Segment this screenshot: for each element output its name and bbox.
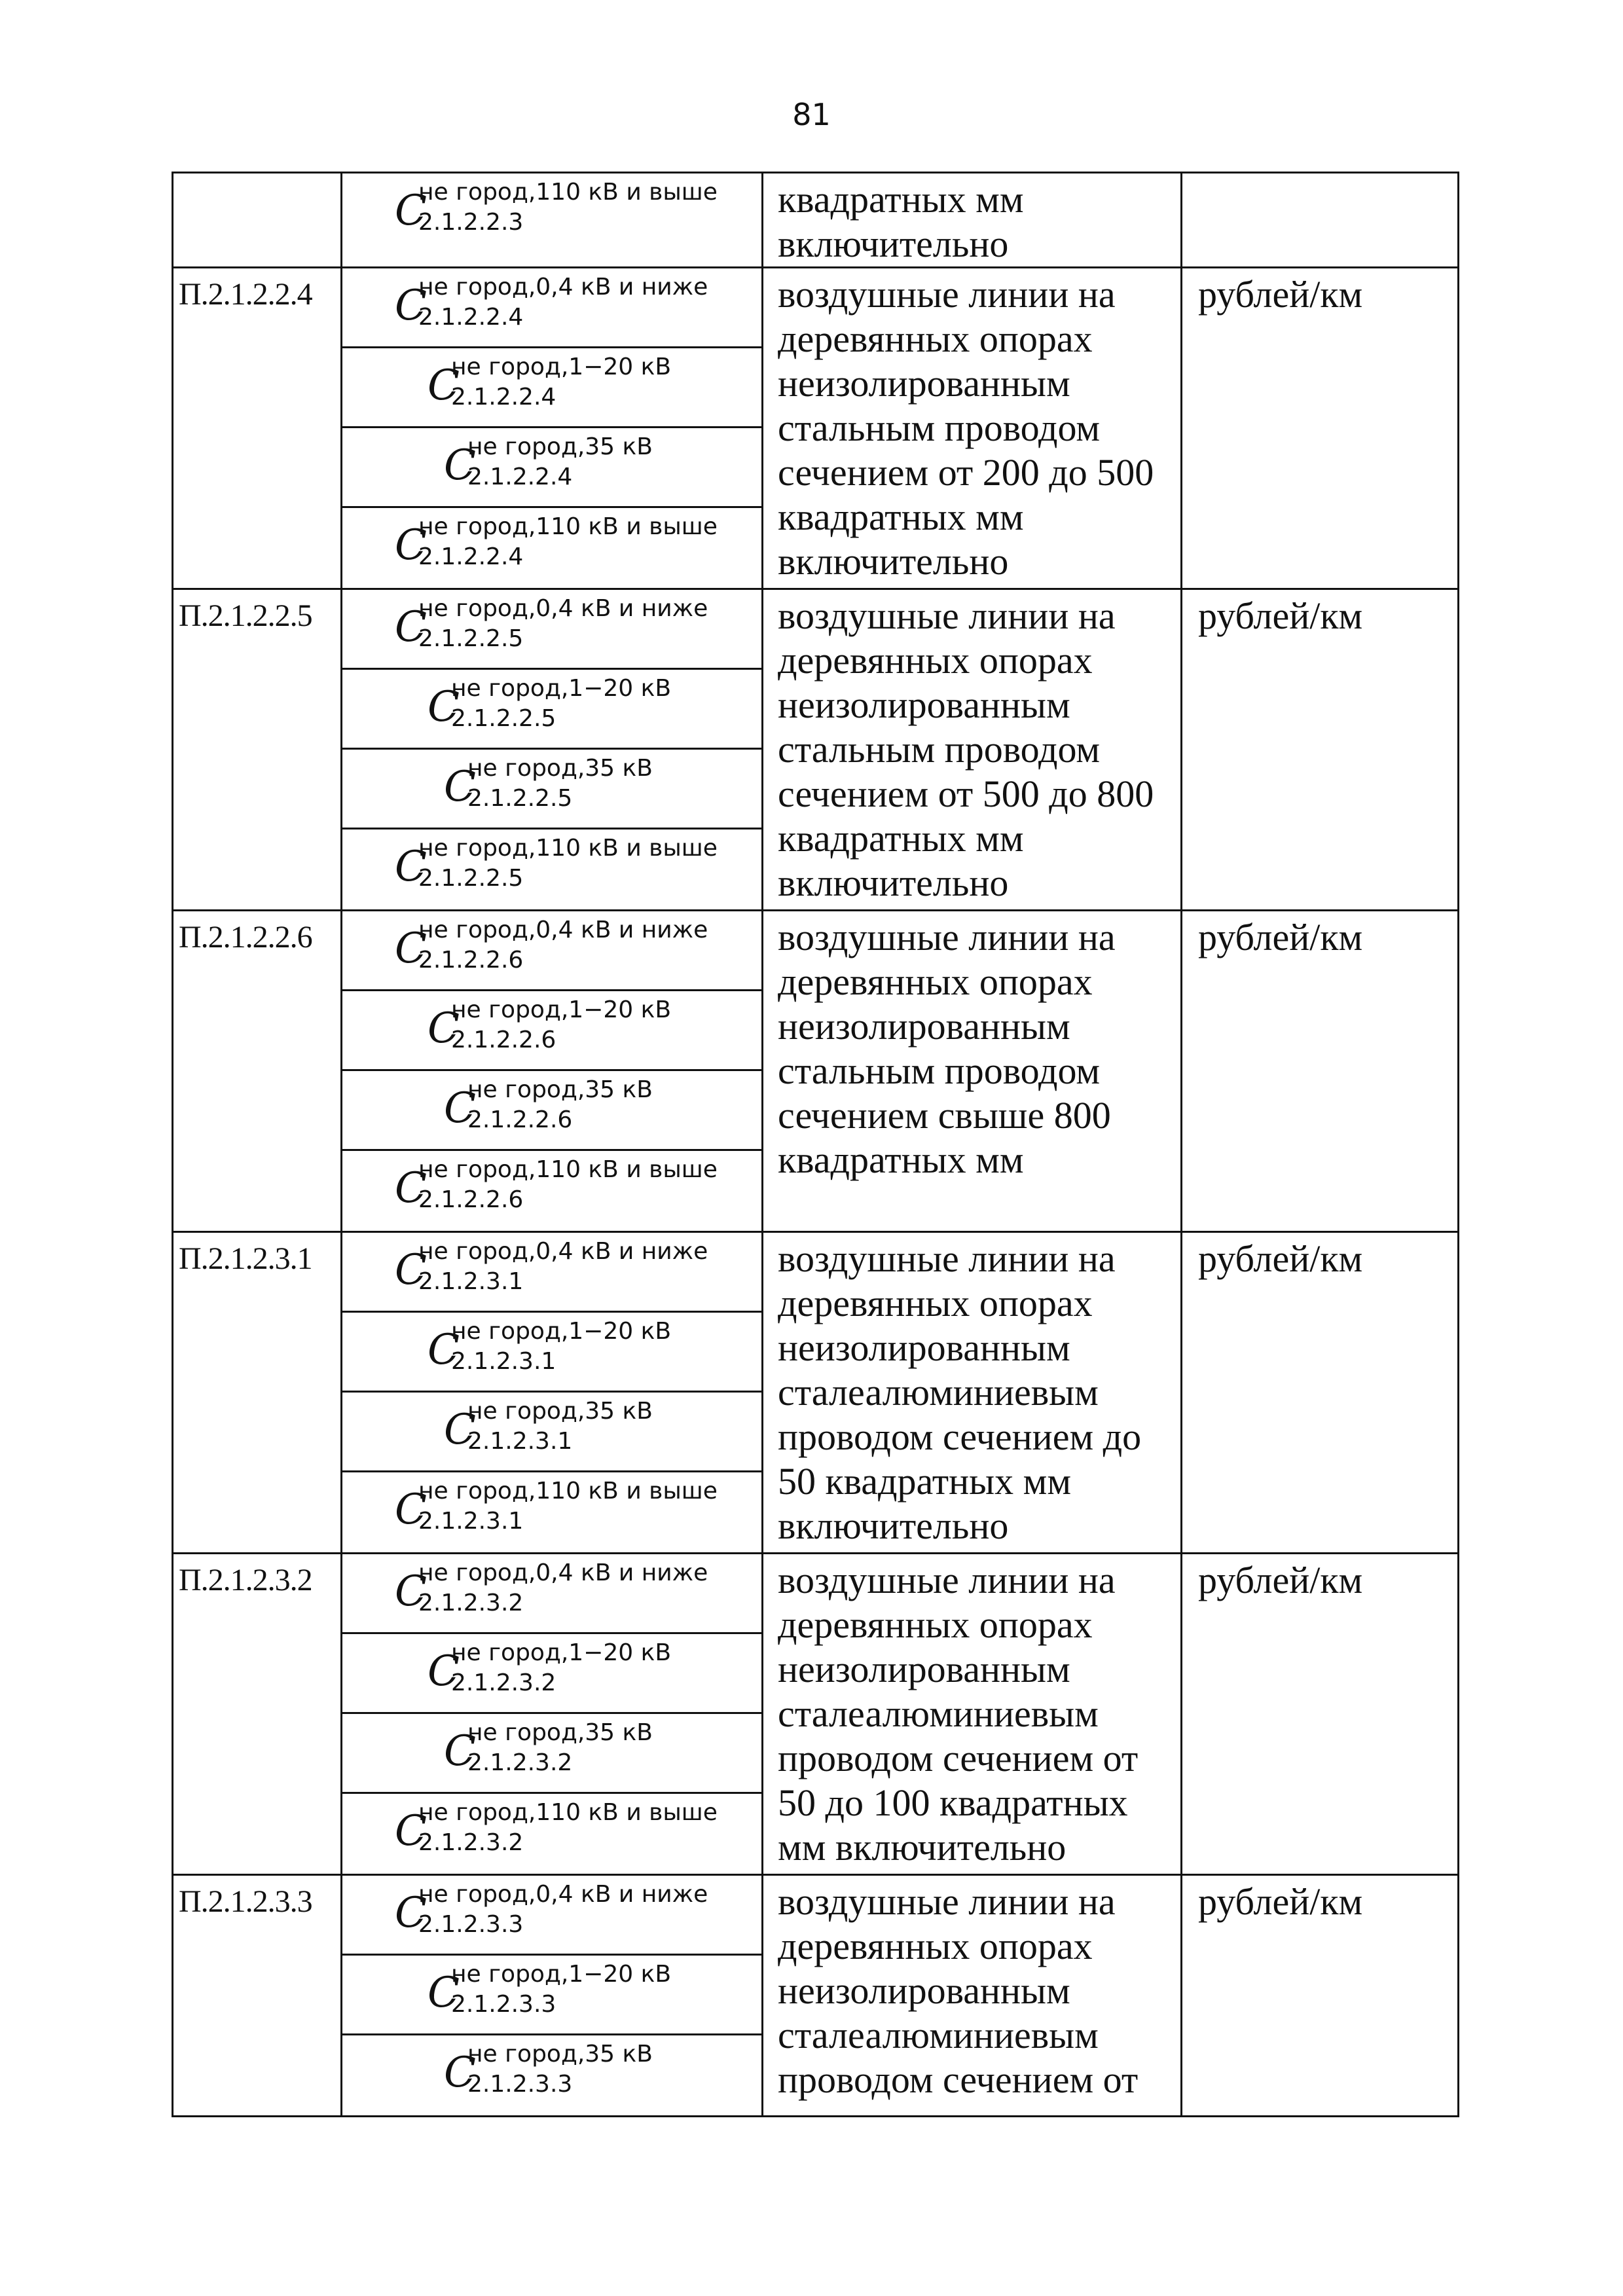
rate-letter: C [428,1647,460,1696]
rate-symbol [342,1634,761,1714]
rate-subscript: 2.1.2.3.3 [451,1991,556,2018]
rate-letter: C [395,1889,427,1937]
description-text [763,268,1180,584]
item-code: П.2.1.2.3.1 [179,1241,312,1276]
description-line: включительно [778,1504,1009,1547]
code-cell [173,1875,342,2117]
description-line: включительно [778,862,1009,904]
symbol-stack [342,1554,761,1874]
description-line: неизолированным [778,1005,1070,1048]
description-cell [763,911,1182,1232]
rate-symbol [342,1393,761,1472]
rate-subscript: 2.1.2.2.3 [418,209,524,236]
description-line: квадратных мм [778,178,1024,221]
rate-letter: C [395,924,427,973]
rate-letter: C [395,843,427,891]
rate-letter: C [428,683,460,731]
symbol-cell [342,173,763,268]
unit-text [1182,173,1457,177]
description-line: воздушные линии на [778,273,1116,316]
symbol-stack [342,1233,761,1552]
item-code: П.2.1.2.3.2 [179,1563,312,1597]
rate-symbol [342,1151,761,1231]
rate-subscript: 2.1.2.2.6 [418,947,524,974]
description-text [763,1554,1180,1870]
item-code: П.2.1.2.2.6 [179,920,312,955]
rate-superscript: не город,1−20 кВ [451,1961,672,1988]
item-code: П.2.1.2.3.3 [179,1884,312,1919]
rate-superscript: не город,110 кВ и выше [418,179,718,206]
description-line: сечением от 200 до 500 [778,451,1154,494]
description-line: воздушные линии на [778,1880,1116,1923]
description-line: воздушные линии на [778,1237,1116,1280]
rate-symbol [342,508,761,588]
symbol-stack [342,1876,761,2115]
rate-superscript: не город,0,4 кВ и ниже [418,274,708,301]
rate-symbol [342,1071,761,1151]
rate-subscript: 2.1.2.3.1 [418,1508,524,1535]
description-line: неизолированным [778,683,1070,726]
description-line: стальным проводом [778,728,1101,771]
rate-superscript: не город,0,4 кВ и ниже [418,1238,708,1265]
rate-subscript: 2.1.2.2.6 [418,1186,524,1213]
description-line: квадратных мм [778,817,1024,860]
rate-superscript: не город,0,4 кВ и ниже [418,1559,708,1586]
rate-subscript: 2.1.2.2.5 [418,625,524,652]
symbol-stack [342,911,761,1231]
description-line: деревянных опорах [778,960,1093,1003]
description-line: сталеалюминиевым [778,1371,1099,1413]
unit-text: рублей/км [1198,594,1363,637]
description-cell [763,589,1182,911]
unit-text: рублей/км [1198,1559,1363,1601]
description-text [763,1233,1180,1548]
rate-symbol [342,268,761,348]
rate-letter: C [444,441,476,490]
rate-letter: C [428,1004,460,1053]
description-line: проводом сечением от [778,1737,1139,1779]
rate-superscript: не город,1−20 кВ [451,354,672,380]
unit-cell [1182,1875,1459,2117]
rate-superscript: не город,1−20 кВ [451,1639,672,1666]
description-line: сталеалюминиевым [778,1692,1099,1735]
table-row [173,1875,1459,2117]
rate-subscript: 2.1.2.2.5 [418,865,524,892]
rate-symbol [342,1876,761,1956]
rate-letter: C [428,1326,460,1374]
code-cell [173,1232,342,1554]
rate-subscript: 2.1.2.3.2 [451,1669,556,1696]
unit-text: рублей/км [1198,1237,1363,1280]
description-line: неизолированным [778,1969,1070,2012]
tariff-table-body [173,173,1459,2117]
description-line: сечением свыше 800 [778,1094,1111,1137]
description-text [763,911,1180,1182]
rate-letter: C [395,1485,427,1534]
unit-cell [1182,589,1459,911]
description-line: воздушные линии на [778,916,1116,958]
description-cell [763,1875,1182,2117]
tariff-table [172,172,1459,2117]
description-cell [763,1554,1182,1875]
description-line: воздушные линии на [778,1559,1116,1601]
rate-letter: C [395,282,427,330]
code-cell [173,1554,342,1875]
rate-subscript: 2.1.2.3.2 [467,1749,573,1776]
rate-letter: C [395,1164,427,1212]
unit-text: рублей/км [1198,273,1363,316]
description-line: мм включительно [778,1826,1067,1868]
item-code: П.2.1.2.2.4 [179,277,312,312]
description-line: деревянных опорах [778,1603,1093,1646]
rate-superscript: не город,1−20 кВ [451,675,672,702]
rate-superscript: не город,110 кВ и выше [418,835,718,862]
description-text [763,173,1180,266]
rate-subscript: 2.1.2.2.4 [418,543,524,570]
rate-subscript: 2.1.2.2.4 [418,304,524,331]
description-line: неизолированным [778,362,1070,405]
description-line: неизолированным [778,1648,1070,1690]
symbol-cell [342,911,763,1232]
description-line: 50 до 100 квадратных [778,1781,1128,1824]
unit-cell [1182,911,1459,1232]
unit-text: рублей/км [1198,916,1363,958]
table-row [173,1554,1459,1875]
table-row [173,1232,1459,1554]
table-row [173,589,1459,911]
symbol-stack [342,590,761,909]
rate-subscript: 2.1.2.2.4 [467,464,573,490]
rate-superscript: не город,1−20 кВ [451,996,672,1023]
rate-symbol [342,173,761,260]
rate-letter: C [395,1567,427,1616]
description-line: воздушные линии на [778,594,1116,637]
rate-superscript: не город,110 кВ и выше [418,513,718,540]
description-line: неизолированным [778,1326,1070,1369]
table-row [173,911,1459,1232]
description-line: сечением от 500 до 800 [778,773,1154,815]
symbol-cell [342,589,763,911]
table-row [173,268,1459,589]
description-cell [763,1232,1182,1554]
description-line: квадратных мм [778,496,1024,538]
item-code [173,173,340,181]
rate-superscript: не город,110 кВ и выше [418,1156,718,1183]
rate-subscript: 2.1.2.2.6 [451,1027,556,1053]
rate-letter: C [395,1807,427,1855]
symbol-stack [342,173,761,260]
description-line: деревянных опорах [778,1925,1093,1967]
rate-superscript: не город,0,4 кВ и ниже [418,595,708,622]
rate-superscript: не город,35 кВ [467,755,653,782]
rate-symbol [342,1313,761,1393]
rate-symbol [342,428,761,508]
description-cell [763,173,1182,268]
symbol-cell [342,268,763,589]
rate-subscript: 2.1.2.3.2 [418,1829,524,1856]
unit-text: рублей/км [1198,1880,1363,1923]
rate-subscript: 2.1.2.3.1 [467,1428,573,1455]
rate-letter: C [428,1969,460,2017]
description-line: деревянных опорах [778,318,1093,360]
description-line: сталеалюминиевым [778,2014,1099,2056]
rate-letter: C [395,1246,427,1294]
description-line: квадратных мм [778,1139,1024,1181]
rate-superscript: не город,1−20 кВ [451,1318,672,1345]
rate-superscript: не город,0,4 кВ и ниже [418,917,708,943]
rate-letter: C [428,361,460,410]
page-number: 81 [792,97,831,132]
code-cell [173,911,342,1232]
rate-symbol [342,911,761,991]
item-code: П.2.1.2.2.5 [179,598,312,633]
rate-letter: C [395,521,427,570]
rate-letter: C [444,1084,476,1133]
rate-superscript: не город,35 кВ [467,1398,653,1425]
symbol-cell [342,1875,763,2117]
description-line: проводом сечением до [778,1415,1142,1458]
rate-symbol [342,1554,761,1634]
rate-letter: C [444,763,476,811]
description-line: включительно [778,223,1009,265]
description-line: деревянных опорах [778,1282,1093,1324]
unit-cell [1182,1554,1459,1875]
rate-symbol [342,750,761,829]
rate-superscript: не город,35 кВ [467,1719,653,1746]
rate-subscript: 2.1.2.3.2 [418,1590,524,1616]
unit-cell [1182,268,1459,589]
rate-superscript: не город,35 кВ [467,1076,653,1103]
rate-symbol [342,2035,761,2115]
description-line: стальным проводом [778,407,1101,449]
rate-symbol [342,1714,761,1794]
rate-superscript: не город,0,4 кВ и ниже [418,1881,708,1908]
rate-symbol [342,670,761,750]
rate-symbol [342,348,761,428]
unit-cell [1182,1232,1459,1554]
rate-symbol [342,1956,761,2035]
description-line: деревянных опорах [778,639,1093,682]
rate-subscript: 2.1.2.2.5 [467,785,573,812]
rate-subscript: 2.1.2.2.4 [451,384,556,410]
table-row [173,173,1459,268]
rate-subscript: 2.1.2.2.6 [467,1106,573,1133]
rate-letter: C [444,1727,476,1776]
rate-letter: C [444,1406,476,1454]
rate-letter: C [395,187,427,235]
description-text [763,590,1180,905]
symbol-cell [342,1554,763,1875]
rate-symbol [342,590,761,670]
rate-symbol [342,1233,761,1313]
rate-symbol [342,991,761,1071]
code-cell [173,589,342,911]
description-cell [763,268,1182,589]
rate-symbol [342,1472,761,1552]
description-line: 50 квадратных мм [778,1460,1072,1503]
symbol-stack [342,268,761,588]
description-line: проводом сечением от [778,2058,1139,2101]
rate-letter: C [395,603,427,651]
rate-superscript: не город,35 кВ [467,433,653,460]
rate-symbol [342,1794,761,1874]
rate-subscript: 2.1.2.3.1 [418,1268,524,1295]
description-line: стальным проводом [778,1049,1101,1092]
rate-superscript: не город,110 кВ и выше [418,1799,718,1826]
rate-superscript: не город,110 кВ и выше [418,1478,718,1504]
code-cell [173,268,342,589]
symbol-cell [342,1232,763,1554]
rate-subscript: 2.1.2.3.1 [451,1348,556,1375]
unit-cell [1182,173,1459,268]
code-cell [173,173,342,268]
rate-superscript: не город,35 кВ [467,2041,653,2068]
rate-subscript: 2.1.2.2.5 [451,705,556,732]
rate-subscript: 2.1.2.3.3 [467,2071,573,2098]
rate-subscript: 2.1.2.3.3 [418,1911,524,1938]
description-text [763,1876,1180,2102]
description-line: включительно [778,540,1009,583]
rate-letter: C [444,2049,476,2097]
rate-symbol [342,829,761,909]
